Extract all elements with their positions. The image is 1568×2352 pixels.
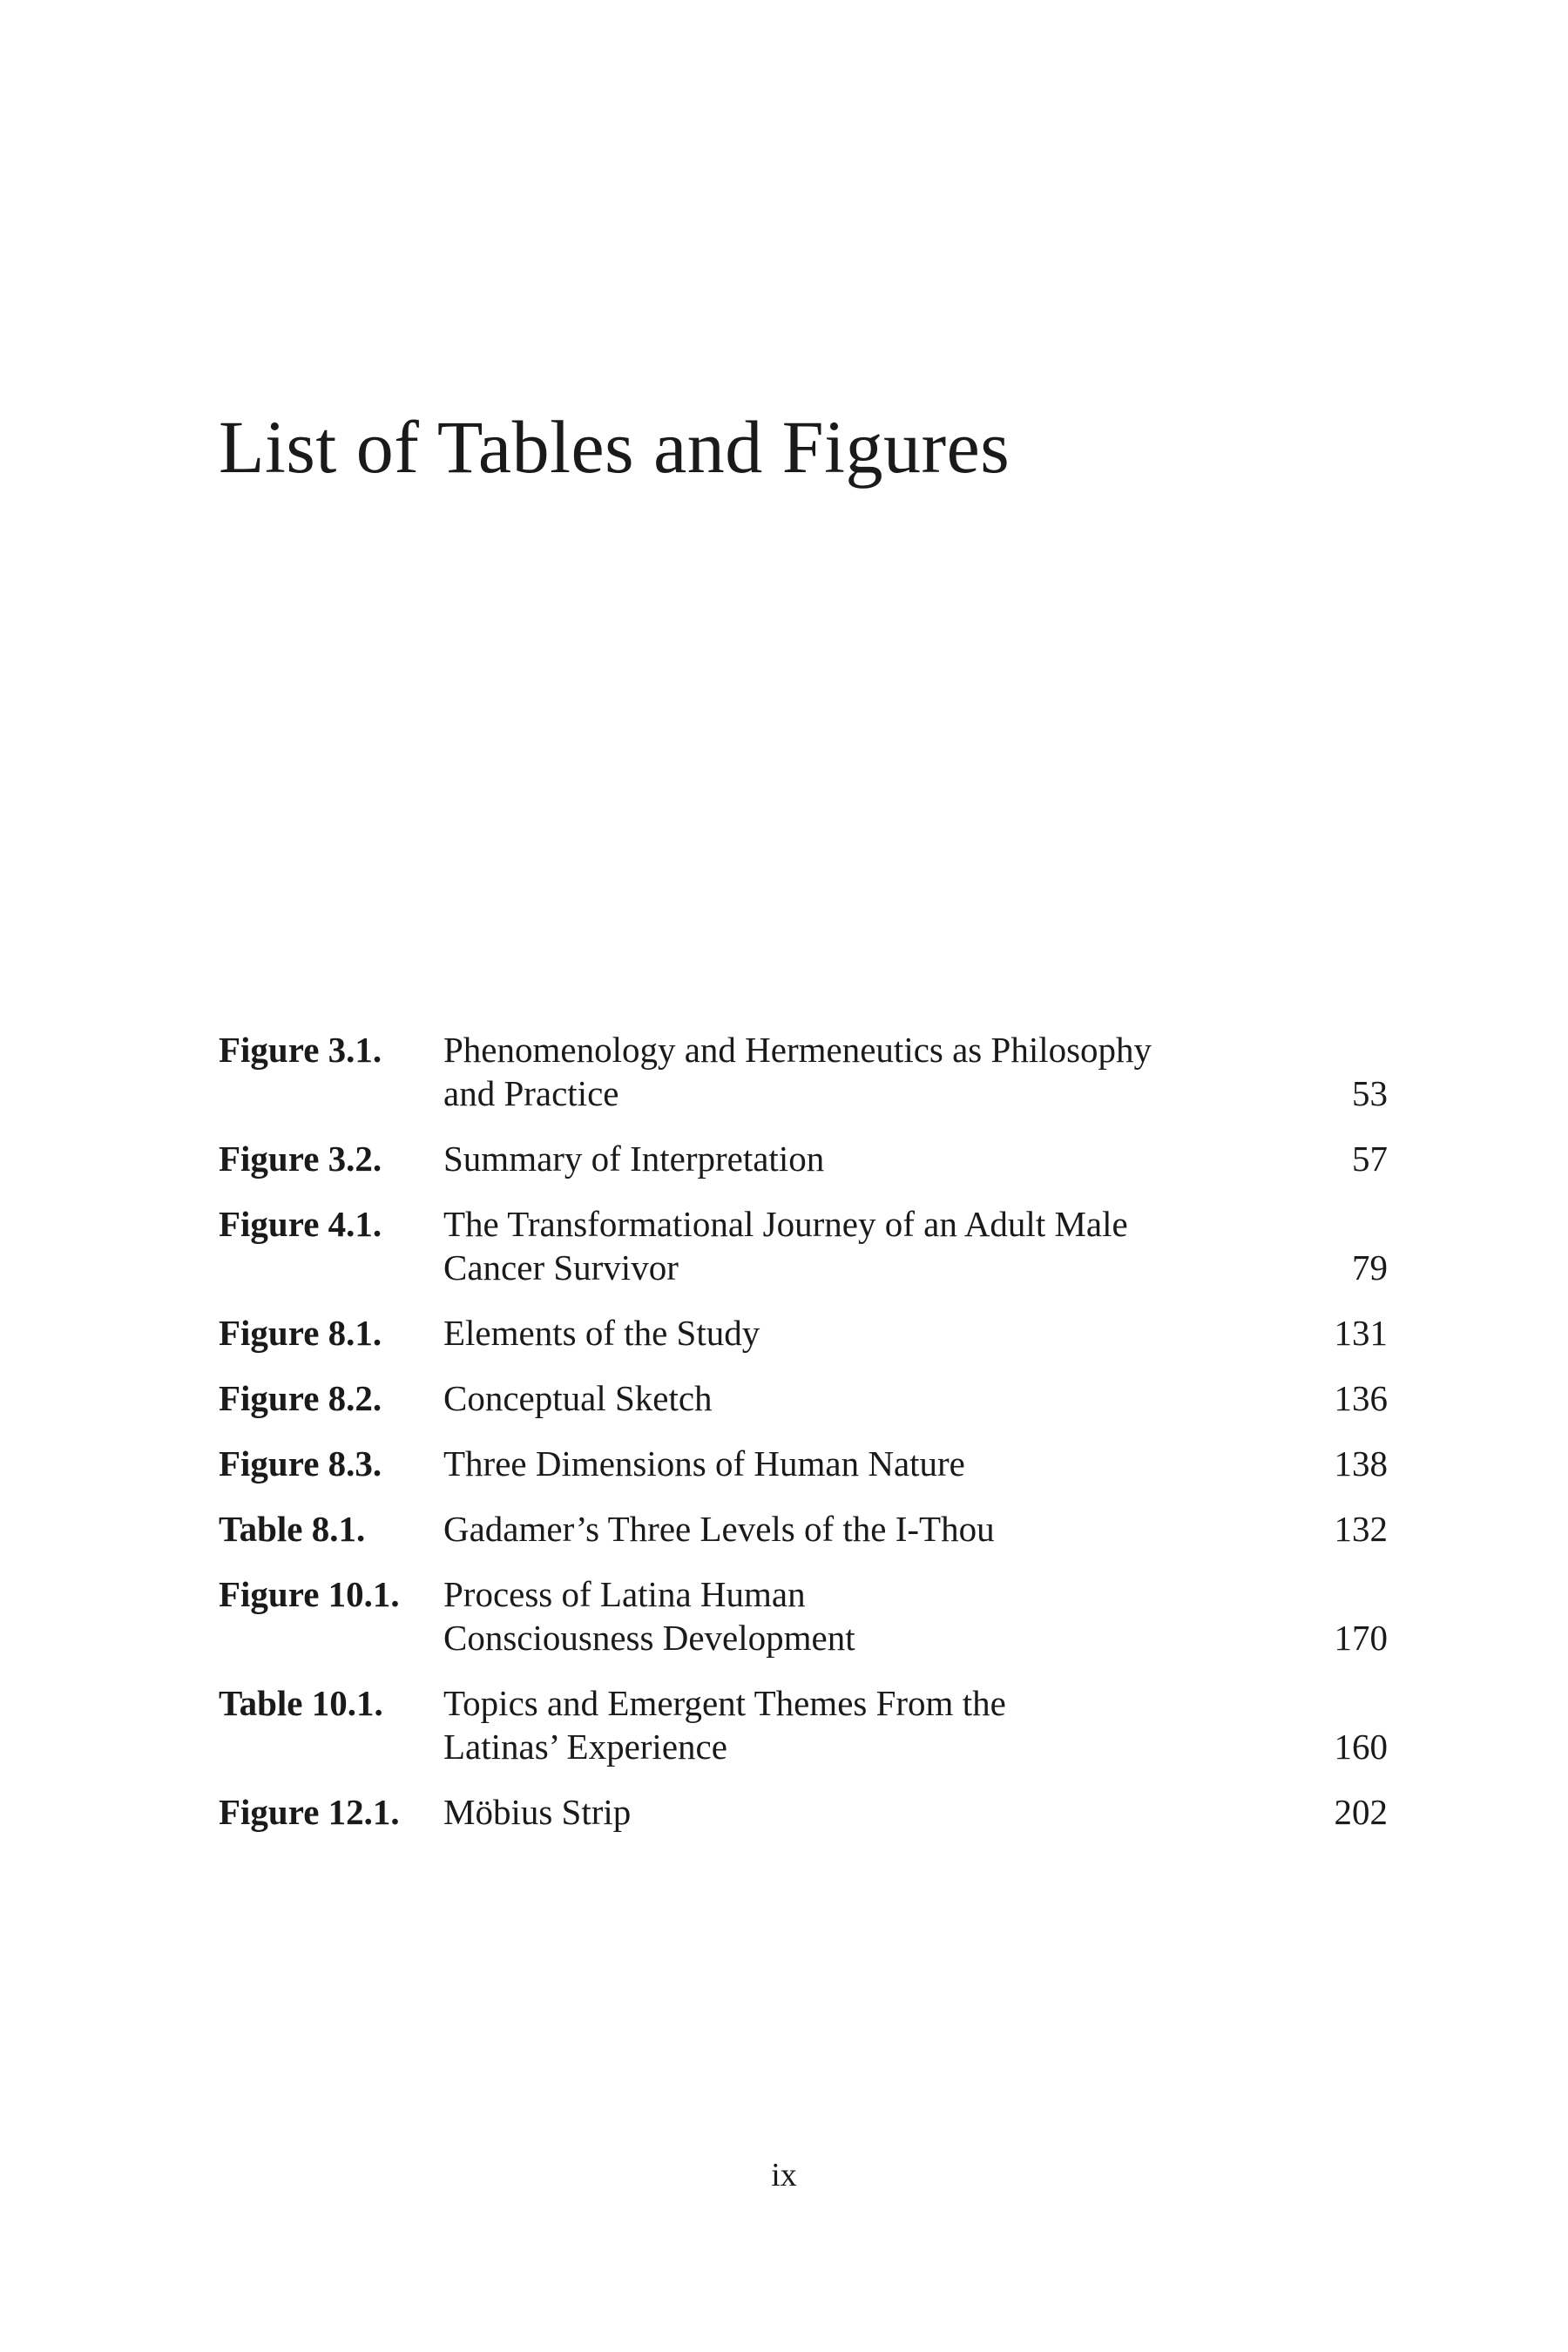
entry-page-number: 202 bbox=[1334, 1792, 1388, 1832]
entry-title-continued: Cancer Survivor bbox=[443, 1247, 679, 1288]
entry-page-number: 79 bbox=[1352, 1247, 1388, 1288]
entry-title: Topics and Emergent Themes From the bbox=[443, 1683, 1006, 1723]
entry-page-number: 53 bbox=[1352, 1073, 1388, 1113]
entry-label: Figure 12.1. bbox=[219, 1792, 400, 1832]
entry-title: Möbius Strip bbox=[443, 1792, 632, 1832]
entry-title-continued: and Practice bbox=[443, 1073, 619, 1113]
entry-label: Figure 8.3. bbox=[219, 1443, 382, 1484]
entry-page-number: 170 bbox=[1334, 1618, 1388, 1658]
entry-title-continued: Latinas’ Experience bbox=[443, 1727, 727, 1767]
entry-page-number: 136 bbox=[1334, 1378, 1388, 1418]
entry-title: Three Dimensions of Human Nature bbox=[443, 1443, 965, 1484]
entry-label: Figure 10.1. bbox=[219, 1574, 400, 1614]
entry-page-number: 132 bbox=[1334, 1509, 1388, 1549]
entry-title: Gadamer’s Three Levels of the I-Thou bbox=[443, 1509, 995, 1549]
page-number-folio: ix bbox=[771, 2157, 797, 2193]
entry-page-number: 57 bbox=[1352, 1139, 1388, 1179]
entry-title: Conceptual Sketch bbox=[443, 1378, 713, 1418]
entry-label: Figure 8.2. bbox=[219, 1378, 382, 1418]
entry-title: The Transformational Journey of an Adult Male bbox=[443, 1204, 1128, 1244]
entry-title: Phenomenology and Hermeneutics as Philosophy bbox=[443, 1030, 1152, 1070]
entry-title: Summary of Interpretation bbox=[443, 1139, 825, 1179]
entry-label: Figure 4.1. bbox=[219, 1204, 382, 1244]
entry-label: Table 8.1. bbox=[219, 1509, 366, 1549]
entry-title-continued: Consciousness Development bbox=[443, 1618, 855, 1658]
page-title: List of Tables and Figures bbox=[219, 405, 1010, 489]
entry-title: Elements of the Study bbox=[443, 1313, 760, 1353]
entry-page-number: 131 bbox=[1334, 1313, 1388, 1353]
entry-title: Process of Latina Human bbox=[443, 1574, 806, 1614]
entry-label: Figure 3.1. bbox=[219, 1030, 382, 1070]
entry-page-number: 138 bbox=[1334, 1443, 1388, 1484]
entry-label: Figure 3.2. bbox=[219, 1139, 382, 1179]
entry-label: Table 10.1. bbox=[219, 1683, 383, 1723]
entry-page-number: 160 bbox=[1334, 1727, 1388, 1767]
entry-label: Figure 8.1. bbox=[219, 1313, 382, 1353]
